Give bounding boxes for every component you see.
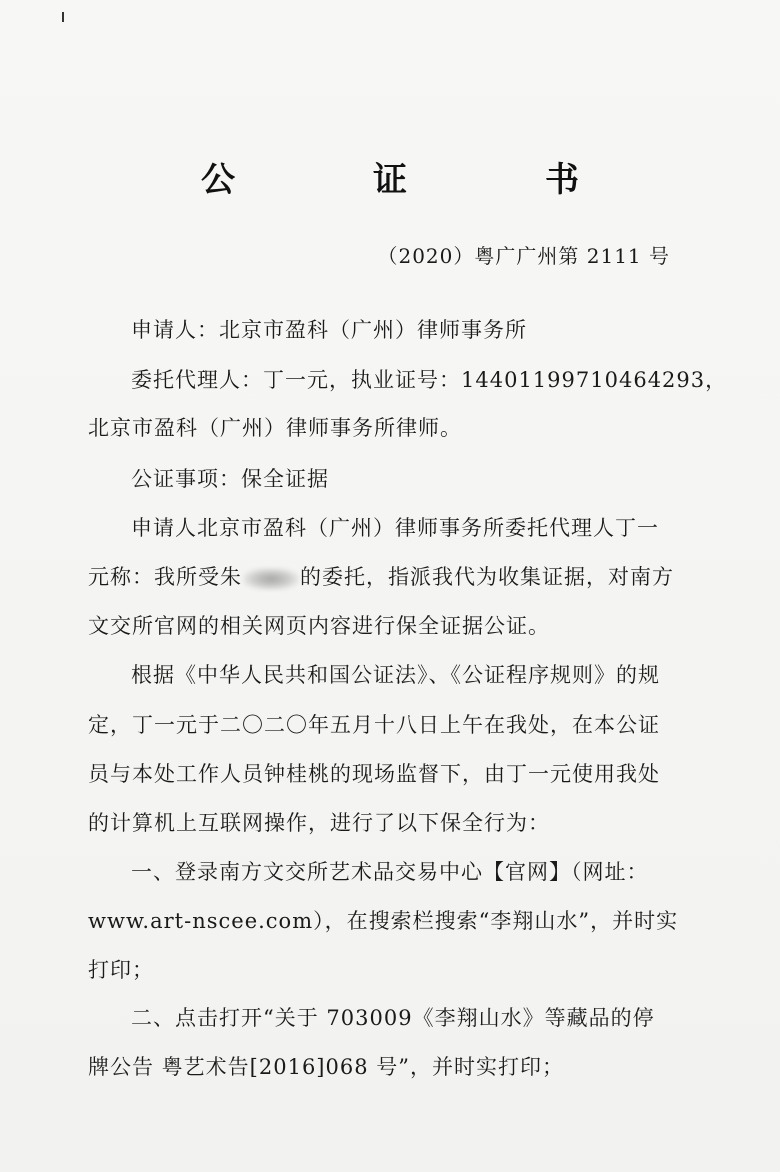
applicant-line: 申请人：北京市盈科（广州）律师事务所 — [131, 318, 527, 342]
scan-mark — [62, 12, 64, 22]
agent-line: 委托代理人：丁一元，执业证号：14401199710464293， — [131, 368, 728, 392]
basis-line-2: 定，丁一元于二〇二〇年五月十八日上午在我处，在本公证 — [88, 713, 660, 737]
statement-line-3: 文交所官网的相关网页内容进行保全证据公证。 — [88, 614, 550, 638]
basis-line-3: 员与本处工作人员钟桂桃的现场监督下，由丁一元使用我处 — [88, 762, 660, 786]
statement-line-1: 申请人北京市盈科（广州）律师事务所委托代理人丁一 — [131, 516, 659, 540]
step-2-line-2: 牌公告 粤艺术告[2016]068 号”，并时实打印； — [88, 1055, 564, 1079]
document-title: 公 证 书 — [201, 160, 631, 200]
basis-line-4: 的计算机上互联网操作，进行了以下保全行为： — [88, 811, 550, 835]
statement-line-2 — [88, 561, 674, 591]
agent-line-cont: 北京市盈科（广州）律师事务所律师。 — [88, 416, 462, 440]
notary-matter-line: 公证事项：保全证据 — [131, 467, 329, 491]
redacted-name — [243, 568, 299, 590]
step-1-line-1: 一、登录南方文交所艺术品交易中心【官网】（网址： — [131, 860, 649, 884]
step-2-line-1: 二、点击打开“关于 703009《李翔山水》等藏品的停 — [131, 1006, 655, 1030]
basis-line-1: 根据《中华人民共和国公证法》、《公证程序规则》的规 — [131, 663, 660, 687]
step-1-line-2: www.art-nscee.com），在搜索栏搜索“李翔山水”，并时实 — [88, 909, 679, 933]
document-number: （2020）粤广广州第 2111 号 — [377, 244, 670, 268]
step-1-line-3: 打印； — [88, 958, 154, 982]
statement-line-2b: 的委托，指派我代为收集证据，对南方 — [300, 565, 674, 589]
statement-line-2a: 元称：我所受朱 — [88, 565, 242, 589]
